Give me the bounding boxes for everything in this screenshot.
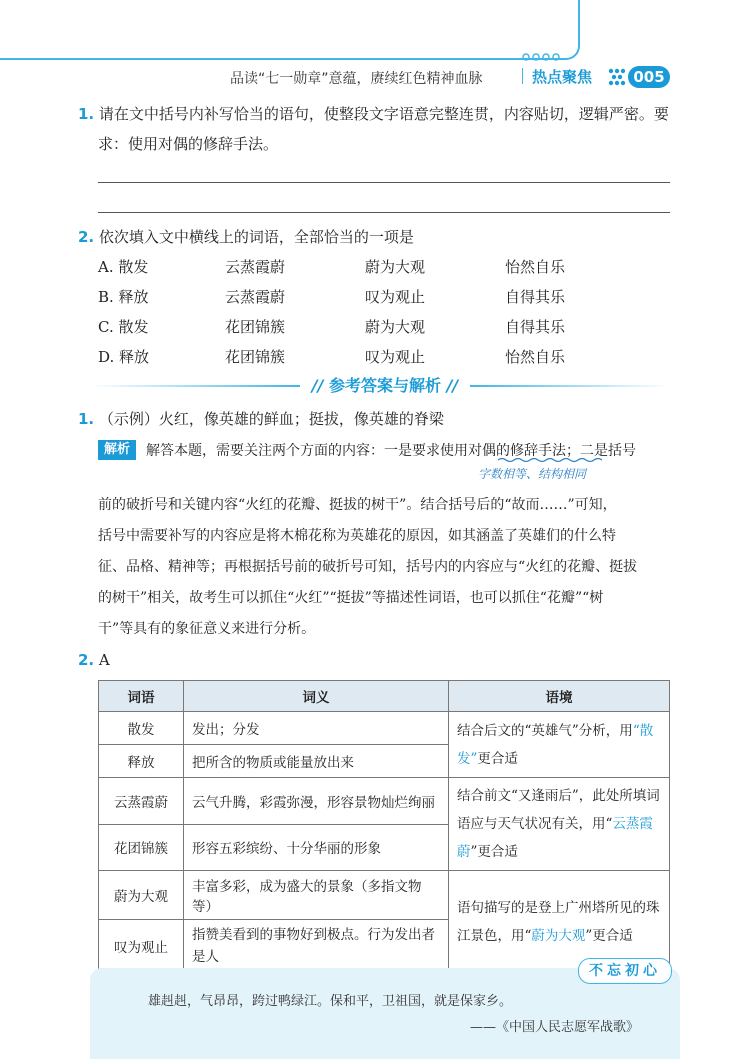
top-frame-decoration <box>0 0 580 60</box>
answer-1 <box>78 404 444 434</box>
table-cell-meaning: 发出；分发 <box>184 712 449 745</box>
option-c-word3: 蔚为大观 <box>365 318 426 336</box>
option-b-word3: 叹为观止 <box>365 288 426 306</box>
handwritten-note: 字数相等、结构相同 <box>478 467 587 481</box>
q1-number: 1. <box>78 105 95 123</box>
header-motto: 品读“七一勋章”意蕴，赓续红色精神血脉 <box>230 71 483 87</box>
table-cell-meaning: 丰富多彩，成为盛大的景象（多指文物等） <box>184 871 449 920</box>
table-row <box>99 778 670 825</box>
table-header-word: 词语 <box>99 681 184 712</box>
table-row <box>99 712 670 745</box>
answer-banner-title: 参考答案与解析 <box>328 376 441 395</box>
jiexi-line3: 括号中需要补写的内容应是将木棉花称为英雄花的原因，如其涵盖了英雄们的什么特 <box>98 528 616 544</box>
answer-2 <box>78 645 110 675</box>
q1-text-line2: 求：使用对偶的修辞手法。 <box>98 135 279 153</box>
page-header <box>230 66 670 88</box>
option-a-label[interactable]: A. 散发 <box>98 258 149 276</box>
banner-slashes-left-icon: // <box>311 376 329 395</box>
banner-slashes-right-icon: // <box>441 376 459 395</box>
q1-line1 <box>78 99 669 129</box>
option-d-word4: 怡然自乐 <box>505 348 566 366</box>
a2-number: 2. <box>78 651 95 669</box>
dots-icon <box>608 68 626 86</box>
chain-dots-decoration <box>520 50 590 64</box>
context1-highlight: “散发” <box>457 722 654 767</box>
footer-verse: 雄赳赳，气昂昂，跨过鸭绿江。保和平，卫祖国，就是保家乡。 <box>148 994 513 1009</box>
option-c-word2: 花团锦簇 <box>225 318 286 336</box>
option-b-word2: 云蒸霞蔚 <box>225 288 286 306</box>
table-cell-meaning: 形容五彩缤纷、十分华丽的形象 <box>184 824 449 871</box>
table-cell-word: 释放 <box>99 745 184 778</box>
answer-banner <box>290 373 480 396</box>
a1-number: 1. <box>78 410 95 428</box>
context1-text-b: 更合适 <box>477 750 518 767</box>
table-header-meaning: 词义 <box>184 681 449 712</box>
q2-number: 2. <box>78 228 95 246</box>
jiexi-line4: 征、品格、精神等；再根据括号前的破折号可知，括号内的内容应与“火红的花瓣、挺拔 <box>98 559 638 575</box>
option-c-word4: 自得其乐 <box>505 318 566 336</box>
context3-text-a: 语句描写的是登上广州塔所见的珠江景色，用“ <box>457 899 660 944</box>
table-cell-word: 散发 <box>99 712 184 745</box>
header-section-title: 热点聚焦 <box>532 68 593 86</box>
table-cell-word: 叹为观止 <box>99 920 184 973</box>
jiexi-line6: 干”等具有的象征意义来进行分析。 <box>98 621 316 637</box>
table-row <box>99 871 670 920</box>
a2-text: A <box>98 651 110 669</box>
context2-text-a: 结合前文“又逢雨后”，此处所填词语应与天气状况有关，用“ <box>457 788 660 832</box>
q1-text-line1: 请在文中括号内补写恰当的语句，使整段文字语意完整连贯，内容贴切，逻辑严密。要 <box>98 105 669 123</box>
table-cell-word: 云蒸霞蔚 <box>99 778 184 825</box>
table-header-context: 语境 <box>449 681 670 712</box>
table-cell-meaning: 云气升腾，彩霞弥漫，形容景物灿烂绚丽 <box>184 778 449 825</box>
option-c-label[interactable]: C. 散发 <box>98 318 149 336</box>
footer-tag: 不忘初心 <box>578 958 672 984</box>
context3-highlight: 蔚为大观 <box>531 927 586 944</box>
jiexi-line2: 前的破折号和关键内容“火红的花瓣、挺拔的树干”。结合括号后的“故而……”可知， <box>98 497 617 513</box>
wavy-underline-icon <box>498 457 602 463</box>
jiexi-line5: 的树干”相关，故考生可以抓住“火红”“挺拔”等描述性词语，也可以抓住“花瓣”“树 <box>98 590 604 606</box>
jiexi-line1: 解答本题，需要关注两个方面的内容：一是要求使用对偶的修辞手法；二是括号 <box>146 443 636 459</box>
option-a-word4: 怡然自乐 <box>505 258 566 276</box>
option-a-word3: 蔚为大观 <box>365 258 426 276</box>
option-d-word3: 叹为观止 <box>365 348 426 366</box>
word-analysis-table <box>98 680 670 973</box>
table-cell-context-2 <box>449 778 670 871</box>
q2-stem-text: 依次填入文中横线上的词语，全部恰当的一项是 <box>98 228 414 246</box>
option-b-label[interactable]: B. 释放 <box>98 288 149 306</box>
context1-text-a: 结合后文的“英雄气”分析，用 <box>457 722 633 739</box>
page-number: 005 <box>628 66 670 88</box>
answer-line-1[interactable] <box>98 182 670 183</box>
option-a-word2: 云蒸霞蔚 <box>225 258 286 276</box>
context2-text-b: ”更合适 <box>470 844 518 860</box>
answer-line-2[interactable] <box>98 212 670 213</box>
table-cell-word: 蔚为大观 <box>99 871 184 920</box>
table-cell-meaning: 指赞美看到的事物好到极点。行为发出者是人 <box>184 920 449 973</box>
table-cell-meaning: 把所含的物质或能量放出来 <box>184 745 449 778</box>
jiexi-badge: 解析 <box>98 440 136 460</box>
table-header-row <box>99 681 670 712</box>
table-cell-context-1 <box>449 712 670 778</box>
banner-line-left <box>90 385 300 387</box>
context3-text-b: ”更合适 <box>585 927 633 944</box>
option-b-word4: 自得其乐 <box>505 288 566 306</box>
context2-highlight: 云蒸霞蔚 <box>457 816 653 860</box>
a1-text: （示例）火红，像英雄的鲜血；挺拔，像英雄的脊梁 <box>98 410 444 428</box>
option-d-word2: 花团锦簇 <box>225 348 286 366</box>
banner-line-right <box>470 385 670 387</box>
table-cell-word: 花团锦簇 <box>99 824 184 871</box>
option-d-label[interactable]: D. 释放 <box>98 348 150 366</box>
q2-stem <box>78 222 414 252</box>
footer-source: ——《中国人民志愿军战歌》 <box>470 1020 640 1035</box>
header-separator <box>522 68 523 84</box>
